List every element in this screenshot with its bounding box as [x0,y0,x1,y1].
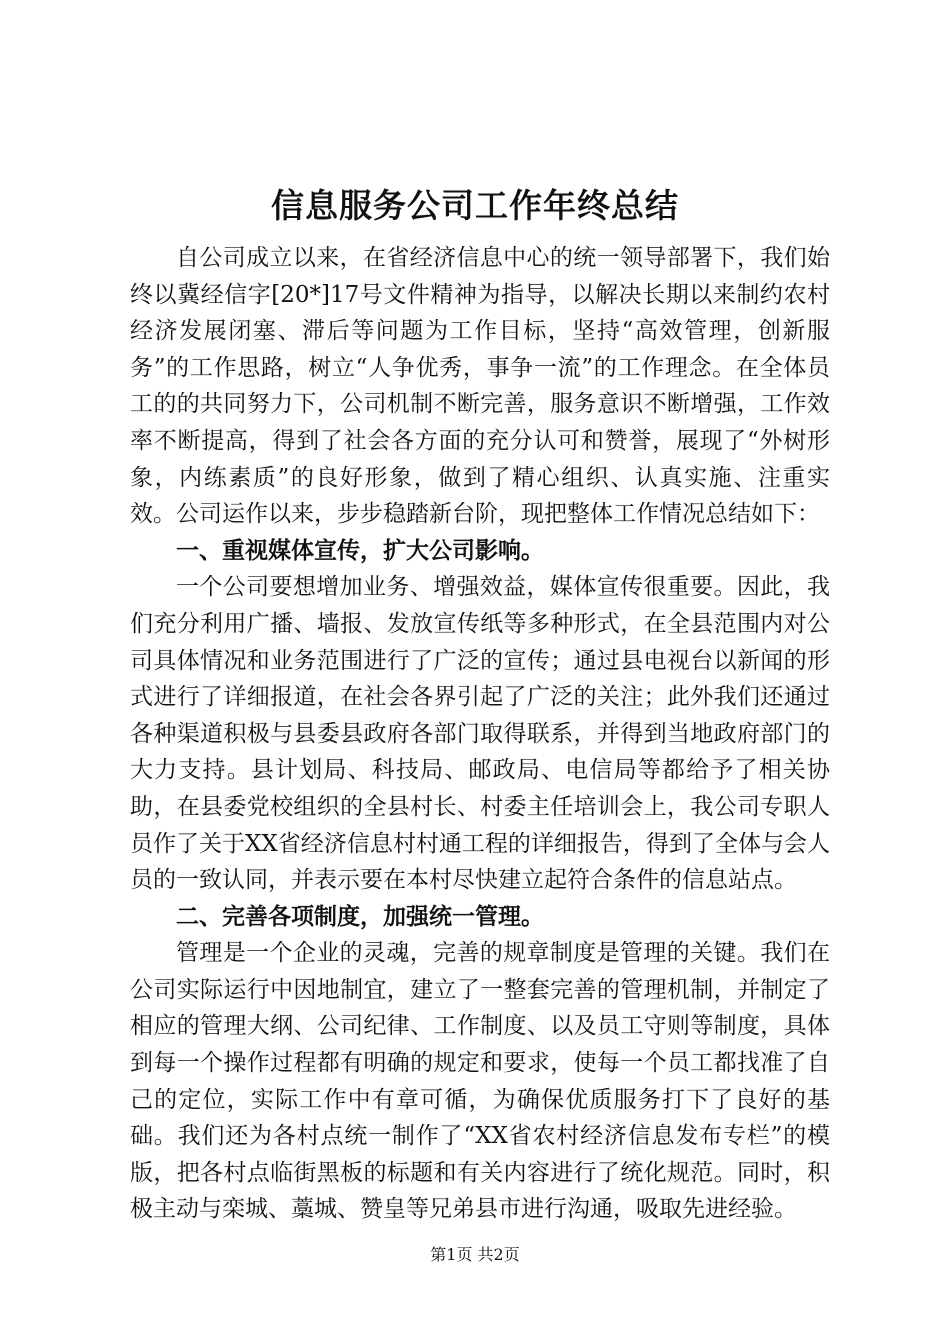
management-paragraph: 管理是一个企业的灵魂，完善的规章制度是管理的关键。我们在公司实际运行中因地制宜，建立了一整套完善的管理机制，并制定了相应的管理大纲、公司纪律、工作制度、以及员工守则等制度，具体到每一个操作过程都有明确的规定和要求，使每一个员工都找准了自己的定位，实际工作中有章可循，为确保优质服务打下了良好的基础。我们还为各村点统一制作了“XX省农村经济信息发布专栏”的模版，把各村点临街黑板的标题和有关内容进行了统化规范。同时，积极主动与栾城、藁城、赞皇等兄弟县市进行沟通，吸取先进经验。 [130,940,830,1223]
media-paragraph: 一个公司要想增加业务、增强效益，媒体宣传很重要。因此，我们充分利用广播、墙报、发放宣传纸等多种形式，在全县范围内对公司具体情况和业务范围进行了广泛的宣传；通过县电视台以新闻的形式进行了详细报道，在社会各界引起了广泛的关注；此外我们还通过各种渠道积极与县委县政府各部门取得联系，并得到当地政府部门的大力支持。县计划局、科技局、邮政局、电信局等都给予了相关协助，在县委党校组织的全县村长、村委主任培训会上，我公司专职人员作了关于XX省经济信息村村通工程的详细报告，得到了全体与会人员的一致认同，并表示要在本村尽快建立起符合条件的信息站点。 [130,574,830,894]
document-title: 信息服务公司工作年终总结 [271,186,679,225]
document-body [130,240,830,1228]
page-footer: 第1页 共2页 [430,1245,520,1264]
intro-paragraph: 自公司成立以来，在省经济信息中心的统一领导部署下，我们始终以冀经信字[20*]17号文件精神为指导，以解决长期以来制约农村经济发展闭塞、滞后等问题为工作目标，坚持“高效管理，创新服务”的工作思路，树立“人争优秀，事争一流”的工作理念。在全体员工的的共同努力下，公司机制不断完善，服务意识不断增强，工作效率不断提高，得到了社会各方面的充分认可和赞誉，展现了“外树形象，内练素质”的良好形象，做到了精心组织、认真实施、注重实效。公司运作以来，步步稳踏新台阶，现把整体工作情况总结如下： [130,245,830,528]
section-heading-management: 二、完善各项制度，加强统一管理。 [176,902,544,930]
section-heading-media: 一、重视媒体宣传，扩大公司影响。 [176,536,544,564]
